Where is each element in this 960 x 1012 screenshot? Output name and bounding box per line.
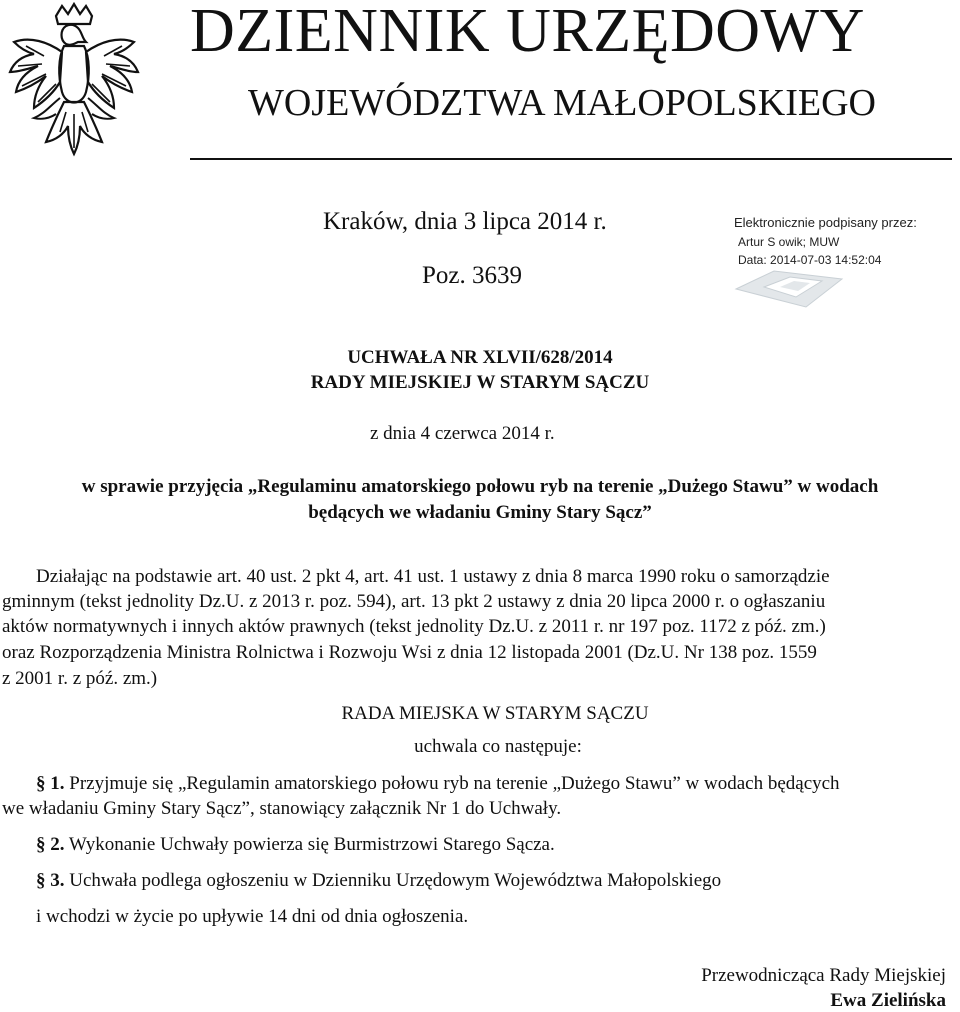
journal-subtitle: WOJEWÓDZTWA MAŁOPOLSKIEGO [248, 82, 876, 124]
position-number: Poz. 3639 [422, 262, 522, 289]
preamble-line-5: z 2001 r. z póź. zm.) [2, 668, 158, 689]
council-declaration: RADA MIEJSKA W STARYM SĄCZU [341, 703, 649, 724]
eagle-emblem-icon [4, 2, 144, 178]
signature-logo-icon [734, 267, 844, 311]
paragraph-1 [36, 773, 840, 795]
signer-title: Przewodnicząca Rady Miejskiej [701, 965, 946, 986]
council-name-heading: RADY MIEJSKIEJ W STARYM SĄCZU [310, 372, 650, 393]
paragraph-sign: § 1. [36, 773, 65, 794]
paragraph-sign: § 2. [36, 834, 65, 855]
resolves-line: uchwala co następuje: [414, 736, 582, 757]
paragraph-text: Wykonanie Uchwały powierza się Burmistrzowi Starego Sącza. [64, 834, 555, 855]
resolution-subject-line-2: będących we władaniu Gminy Stary Sącz” [308, 502, 652, 523]
header-divider [190, 158, 952, 160]
preamble-line-4: oraz Rozporządzenia Ministra Rolnictwa i Rozwoju Wsi z dnia 12 listopada 2001 (Dz.U. Nr 138 poz. 1559 [2, 642, 817, 663]
paragraph-sign: § 3. [36, 870, 65, 891]
resolution-subject-line-1: w sprawie przyjęcia „Regulaminu amatorskiego połowu ryb na terenie „Dużego Stawu” w wodach [81, 476, 879, 497]
preamble-line-3: aktów normatywnych i innych aktów prawnych (tekst jednolity Dz.U. z 2011 r. nr 197 poz. 1172 z póź. zm.) [2, 616, 826, 637]
resolution-date: z dnia 4 czerwca 2014 r. [370, 423, 555, 444]
resolution-number: UCHWAŁA NR XLVII/628/2014 [347, 347, 613, 368]
electronic-signature-block [734, 215, 954, 305]
paragraph-2 [36, 834, 555, 856]
paragraph-3 [36, 870, 721, 892]
signer-name-line: Artur S owik; MUW [738, 235, 840, 249]
preamble-line-1: Działając na podstawie art. 40 ust. 2 pkt 4, art. 41 ust. 1 ustawy z dnia 8 marca 1990 roku o samorządzie [36, 566, 830, 587]
preamble-line-2: gminnym (tekst jednolity Dz.U. z 2013 r. poz. 594), art. 13 pkt 2 ustawy z dnia 20 lipca 2000 r. o ogłaszaniu [2, 591, 826, 612]
paragraph-text: Uchwała podlega ogłoszeniu w Dzienniku Urzędowym Województwa Małopolskiego [64, 870, 722, 891]
signature-label: Elektronicznie podpisany przez: [734, 215, 917, 230]
journal-title: DZIENNIK URZĘDOWY [190, 0, 865, 65]
signer-name: Ewa Zielińska [830, 990, 946, 1011]
publication-date: Kraków, dnia 3 lipca 2014 r. [323, 208, 607, 235]
paragraph-text: Przyjmuje się „Regulamin amatorskiego połowu ryb na terenie „Dużego Stawu” w wodach będących [64, 773, 840, 794]
paragraph-3-continuation: i wchodzi w życie po upływie 14 dni od dnia ogłoszenia. [36, 906, 469, 927]
paragraph-1-continuation: we władaniu Gminy Stary Sącz”, stanowiący załącznik Nr 1 do Uchwały. [2, 798, 562, 819]
signature-date-line: Data: 2014-07-03 14:52:04 [738, 253, 882, 267]
